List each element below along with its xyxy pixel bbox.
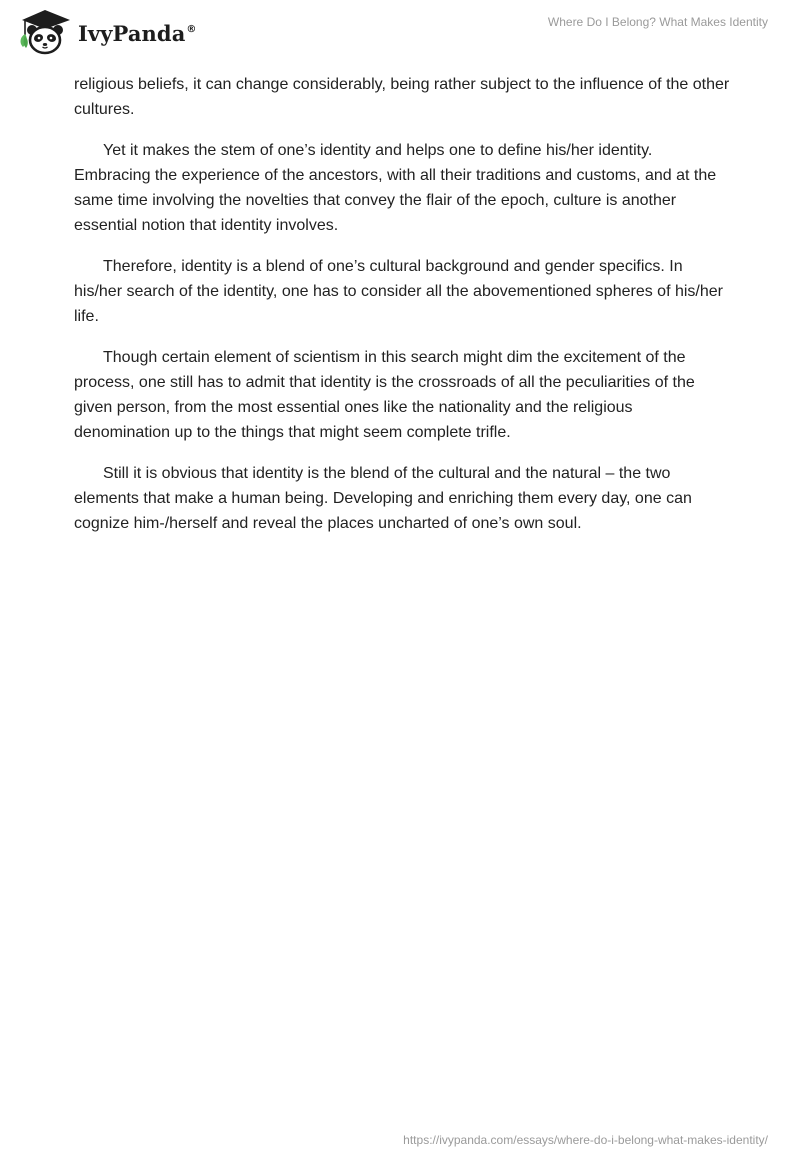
paragraph: Though certain element of scientism in this search might dim the excitement of the process, one still has to admit that identity is the crossroads of all the peculiarities of the given person, from the most essential ones like the nationality and the religious denomination up to the things that might seem complete trifle.	[74, 349, 695, 441]
panda-graduate-logo-icon	[14, 6, 76, 58]
essay-body	[74, 72, 730, 552]
registered-mark: ®	[186, 23, 197, 35]
brand-logo[interactable]	[14, 6, 197, 58]
brand-name	[78, 21, 197, 46]
paragraph-continuation: religious beliefs, it can change considerably, being rather subject to the influence of the other cultures.	[74, 76, 730, 118]
paragraph: Yet it makes the stem of one’s identity and helps one to define his/her identity. Embracing the experience of the ancestors, with all their traditions and customs, and at the same time involving the novelties that convey the flair of the epoch, culture is another essential notion that identity involves.	[74, 142, 717, 234]
paragraph: Therefore, identity is a blend of one’s cultural background and gender specifics. In his/her search of the identity, one has to consider all the abovementioned spheres of his/her life.	[74, 258, 723, 325]
source-url[interactable]: https://ivypanda.com/essays/where-do-i-belong-what-makes-identity/	[403, 1133, 768, 1147]
brand-name-text: IvyPanda	[78, 20, 186, 46]
paragraph: Still it is obvious that identity is the blend of the cultural and the natural – the two elements that make a human being. Developing and enriching them every day, one can cognize him-/herself and reveal the places uncharted of one’s own soul.	[74, 465, 692, 532]
page-header	[0, 0, 800, 64]
document-title: Where Do I Belong? What Makes Identity	[547, 15, 768, 29]
